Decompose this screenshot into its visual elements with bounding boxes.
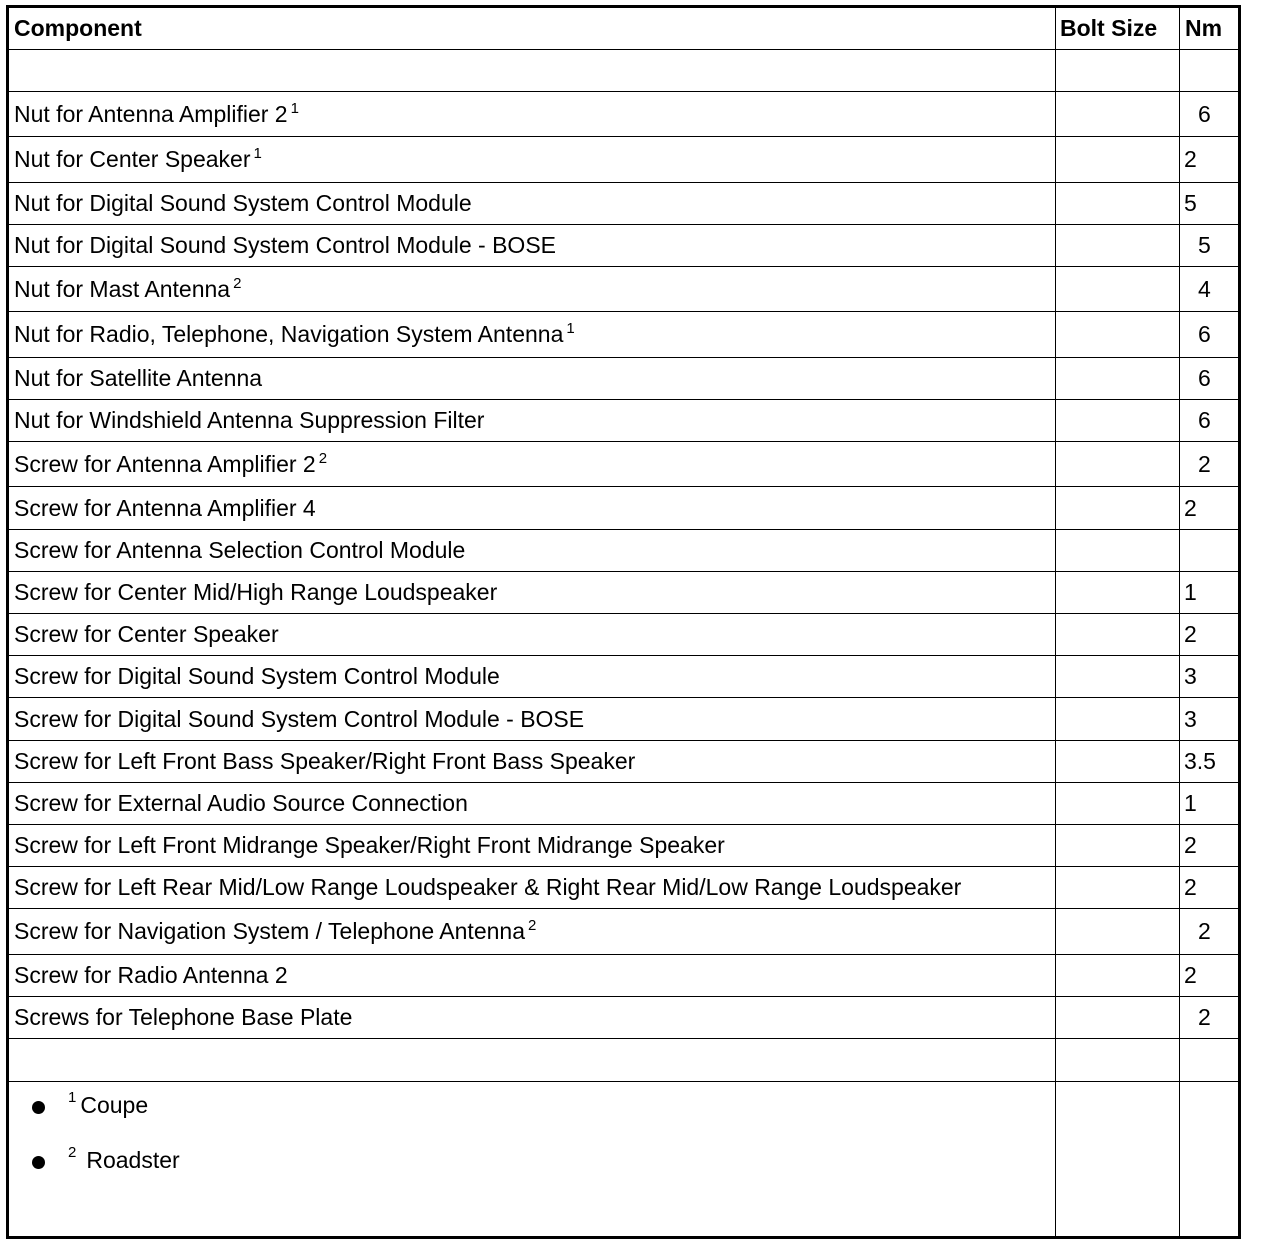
component-text: Nut for Digital Sound System Control Module - BOSE <box>14 232 557 259</box>
nm-cell: 2 <box>1180 442 1240 487</box>
bolt-size-cell <box>1056 571 1180 613</box>
nm-cell <box>1180 529 1240 571</box>
bolt-size-cell <box>1056 954 1180 996</box>
table-row <box>8 614 1240 656</box>
component-cell <box>8 909 1056 954</box>
blank-cell <box>1180 1081 1240 1237</box>
component-text: Screw for Left Front Midrange Speaker/Right Front Midrange Speaker <box>14 832 725 859</box>
table-row <box>8 825 1240 867</box>
blank-row <box>8 1039 1240 1081</box>
blank-cell <box>1180 50 1240 92</box>
component-text: Nut for Digital Sound System Control Module <box>14 189 472 216</box>
blank-cell <box>1056 1039 1180 1081</box>
table-row <box>8 571 1240 613</box>
nm-cell: 3 <box>1180 698 1240 740</box>
blank-cell <box>1180 1039 1240 1081</box>
nm-cell: 4 <box>1180 267 1240 312</box>
table-row <box>8 182 1240 224</box>
bolt-size-cell <box>1056 267 1180 312</box>
component-text: Screw for Antenna Amplifier 4 <box>14 494 316 521</box>
component-cell <box>8 224 1056 266</box>
component-cell <box>8 182 1056 224</box>
table-row <box>8 740 1240 782</box>
footnote-number: 1 <box>68 1088 77 1106</box>
nm-cell: 6 <box>1180 399 1240 441</box>
footnote-marker: 2 <box>233 274 242 292</box>
table-footer <box>8 1039 1240 1238</box>
component-cell <box>8 487 1056 529</box>
nm-cell: 3 <box>1180 656 1240 698</box>
footnotes-cell <box>8 1081 1056 1237</box>
component-text: Screw for Radio Antenna 2 <box>14 961 288 988</box>
component-text: Screw for Center Speaker <box>14 621 279 648</box>
table-row <box>8 698 1240 740</box>
footnote-text: Coupe <box>80 1091 149 1118</box>
table-row <box>8 92 1240 137</box>
table-row <box>8 996 1240 1038</box>
component-text: Nut for Mast Antenna <box>14 275 231 302</box>
bolt-size-cell <box>1056 312 1180 357</box>
footnote-item <box>32 1088 1055 1149</box>
component-cell <box>8 782 1056 824</box>
nm-cell: 2 <box>1180 487 1240 529</box>
bolt-size-cell <box>1056 487 1180 529</box>
component-cell <box>8 825 1056 867</box>
table-row <box>8 909 1240 954</box>
bolt-size-cell <box>1056 996 1180 1038</box>
nm-cell: 6 <box>1180 357 1240 399</box>
nm-cell: 6 <box>1180 312 1240 357</box>
table-row <box>8 954 1240 996</box>
component-cell <box>8 996 1056 1038</box>
nm-cell: 2 <box>1180 825 1240 867</box>
bolt-size-cell <box>1056 357 1180 399</box>
component-cell <box>8 656 1056 698</box>
nm-cell: 5 <box>1180 224 1240 266</box>
component-text: Nut for Radio, Telephone, Navigation System Antenna <box>14 321 564 348</box>
component-cell <box>8 571 1056 613</box>
footnote-marker: 1 <box>253 145 262 163</box>
component-text: Screw for Antenna Selection Control Module <box>14 536 466 563</box>
nm-cell: 2 <box>1180 137 1240 182</box>
footnote-text: Roadster <box>86 1146 180 1173</box>
bolt-size-cell <box>1056 92 1180 137</box>
footnotes-row <box>8 1081 1240 1237</box>
component-text: Screws for Telephone Base Plate <box>14 1004 353 1031</box>
header-row <box>8 7 1240 50</box>
nm-cell: 5 <box>1180 182 1240 224</box>
footnote-marker: 2 <box>528 917 537 935</box>
bolt-size-cell <box>1056 698 1180 740</box>
table-row <box>8 399 1240 441</box>
header-nm: Nm <box>1180 7 1240 50</box>
bolt-size-cell <box>1056 909 1180 954</box>
bolt-size-cell <box>1056 825 1180 867</box>
component-text: Screw for Left Front Bass Speaker/Right Front Bass Speaker <box>14 747 636 774</box>
bolt-size-cell <box>1056 137 1180 182</box>
bolt-size-cell <box>1056 740 1180 782</box>
nm-cell: 2 <box>1180 614 1240 656</box>
header-bolt-size: Bolt Size <box>1056 7 1180 50</box>
component-cell <box>8 740 1056 782</box>
blank-cell <box>8 50 1056 92</box>
table-row <box>8 487 1240 529</box>
header-component: Component <box>8 7 1056 50</box>
table-row <box>8 782 1240 824</box>
nm-cell: 3.5 <box>1180 740 1240 782</box>
component-cell <box>8 137 1056 182</box>
table-row <box>8 312 1240 357</box>
component-cell <box>8 312 1056 357</box>
component-cell <box>8 867 1056 909</box>
component-text: Nut for Satellite Antenna <box>14 364 263 391</box>
nm-cell: 1 <box>1180 571 1240 613</box>
footnote-marker: 1 <box>566 320 575 338</box>
table-row <box>8 442 1240 487</box>
blank-cell <box>1056 50 1180 92</box>
component-cell <box>8 92 1056 137</box>
bolt-size-cell <box>1056 614 1180 656</box>
bolt-size-cell <box>1056 224 1180 266</box>
bolt-size-cell <box>1056 182 1180 224</box>
table-row <box>8 137 1240 182</box>
footnote-item <box>32 1143 1055 1204</box>
component-text: Nut for Antenna Amplifier 2 <box>14 100 288 127</box>
nm-cell: 2 <box>1180 867 1240 909</box>
component-cell <box>8 399 1056 441</box>
table-body <box>8 50 1240 1039</box>
component-text: Screw for Antenna Amplifier 2 <box>14 450 316 477</box>
component-text: Nut for Center Speaker <box>14 146 251 173</box>
component-cell <box>8 954 1056 996</box>
nm-cell: 2 <box>1180 996 1240 1038</box>
component-text: Screw for Left Rear Mid/Low Range Loudspeaker & Right Rear Mid/Low Range Loudspeaker <box>14 874 962 901</box>
nm-cell: 6 <box>1180 92 1240 137</box>
table-row <box>8 529 1240 571</box>
footnote-marker: 1 <box>290 99 299 117</box>
component-text: Screw for Digital Sound System Control Module <box>14 663 500 690</box>
component-text: Screw for Center Mid/High Range Loudspeaker <box>14 578 498 605</box>
table-row <box>8 867 1240 909</box>
component-text: Screw for Digital Sound System Control Module - BOSE <box>14 705 585 732</box>
component-cell <box>8 442 1056 487</box>
bullet-icon <box>32 1101 45 1114</box>
nm-cell: 1 <box>1180 782 1240 824</box>
nm-cell: 2 <box>1180 909 1240 954</box>
bolt-size-cell <box>1056 782 1180 824</box>
component-cell <box>8 267 1056 312</box>
torque-spec-table <box>6 5 1241 1239</box>
bolt-size-cell <box>1056 399 1180 441</box>
table-row <box>8 656 1240 698</box>
blank-cell <box>1056 1081 1180 1237</box>
table-row <box>8 357 1240 399</box>
bolt-size-cell <box>1056 656 1180 698</box>
blank-row <box>8 50 1240 92</box>
bullet-icon <box>32 1156 45 1169</box>
footnote-marker: 2 <box>318 449 328 467</box>
table-row <box>8 267 1240 312</box>
bolt-size-cell <box>1056 529 1180 571</box>
component-text: Screw for External Audio Source Connection <box>14 789 468 816</box>
footnote-list <box>14 1082 1055 1204</box>
blank-cell <box>8 1039 1056 1081</box>
bolt-size-cell <box>1056 442 1180 487</box>
bolt-size-cell <box>1056 867 1180 909</box>
component-text: Nut for Windshield Antenna Suppression Filter <box>14 407 485 434</box>
component-cell <box>8 614 1056 656</box>
footnote-number: 2 <box>68 1143 77 1161</box>
table-row <box>8 224 1240 266</box>
component-cell <box>8 698 1056 740</box>
component-cell <box>8 357 1056 399</box>
component-text: Screw for Navigation System / Telephone Antenna <box>14 918 525 945</box>
nm-cell: 2 <box>1180 954 1240 996</box>
component-cell <box>8 529 1056 571</box>
